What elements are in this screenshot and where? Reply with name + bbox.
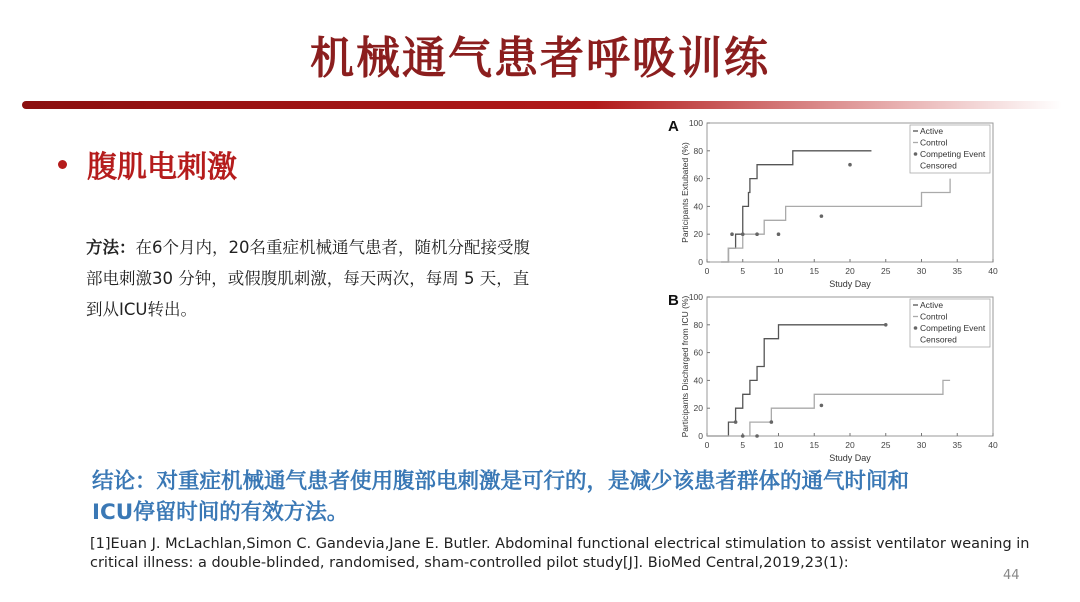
- x-tick-label: 40: [988, 440, 998, 450]
- x-axis-label: Study Day: [829, 453, 871, 463]
- y-axis-label: Participants Discharged from ICU (%): [680, 295, 690, 438]
- x-tick-label: 35: [952, 440, 962, 450]
- x-tick-label: 40: [988, 266, 998, 276]
- y-tick-label: 0: [698, 257, 703, 267]
- competing-event-marker: [730, 232, 734, 236]
- legend-label: Active: [920, 300, 944, 310]
- x-axis-label: Study Day: [829, 279, 871, 289]
- x-tick-label: 35: [952, 266, 962, 276]
- x-tick-label: 25: [881, 440, 891, 450]
- conclusion-text: 结论：对重症机械通气患者使用腹部电刺激是可行的，是减少该患者群体的通气时间和ICU停留时间的有效方法。: [92, 469, 910, 525]
- y-tick-label: 60: [693, 173, 703, 184]
- x-tick-label: 0: [704, 440, 710, 450]
- y-tick-label: 20: [693, 229, 703, 240]
- bullet-text: 腹肌电刺激: [87, 150, 237, 185]
- legend-swatch-competing-event: [914, 152, 918, 156]
- competing-event-marker: [741, 434, 745, 438]
- y-tick-label: 80: [693, 145, 703, 156]
- competing-event-marker: [770, 420, 774, 424]
- page-number: 44: [1003, 568, 1020, 583]
- legend-label: Censored: [920, 160, 957, 171]
- x-tick-label: 0: [704, 266, 710, 276]
- legend-label: Control: [920, 137, 948, 148]
- series-line-control: [707, 380, 950, 436]
- panel-label-b: B: [668, 292, 679, 309]
- x-tick-label: 15: [809, 266, 819, 276]
- x-tick-label: 5: [740, 266, 746, 276]
- competing-event-marker: [848, 163, 852, 167]
- legend-swatch-competing-event: [914, 326, 918, 330]
- series-line-active: [707, 325, 886, 436]
- x-tick-label: 5: [740, 440, 746, 450]
- y-tick-label: 60: [693, 347, 703, 358]
- competing-event-marker: [741, 232, 745, 236]
- method-text: 在6个月内，20名重症机械通气患者，随机分配接受腹部电刺激30 分钟，或假腹肌刺激，每天两次，每周 5 天，直到从ICU转出。: [86, 238, 530, 319]
- x-tick-label: 10: [773, 440, 784, 450]
- competing-event-marker: [755, 232, 759, 236]
- panel-label-a: A: [668, 118, 679, 135]
- competing-event-marker: [734, 420, 738, 424]
- reference-text: [1]Euan J. McLachlan,Simon C. Gandevia,Jane E. Butler. Abdominal functional electrical stimulation to assist ventilator weaning in critical illness: a double-blinded, randomised, sham-controlled pilot study[J]. BioMed Central,2019,23(1):: [90, 536, 1030, 571]
- legend-label: Active: [920, 126, 944, 136]
- y-tick-label: 40: [693, 201, 703, 212]
- y-tick-label: 100: [688, 118, 703, 128]
- y-tick-label: 20: [693, 403, 703, 414]
- x-tick-label: 15: [809, 440, 819, 450]
- y-tick-label: 40: [693, 375, 703, 386]
- legend-label: Competing Event: [920, 323, 986, 333]
- competing-event-marker: [777, 232, 781, 236]
- y-axis-label: Participants Extubated (%): [680, 142, 690, 243]
- legend-label: Control: [920, 311, 948, 322]
- competing-event-marker: [820, 404, 824, 408]
- legend-label: Competing Event: [920, 149, 986, 159]
- x-tick-label: 30: [916, 440, 927, 450]
- competing-event-marker: [884, 323, 888, 327]
- x-tick-label: 20: [845, 440, 855, 450]
- competing-event-marker: [820, 214, 824, 218]
- method-label: 方法：: [86, 238, 136, 257]
- y-tick-label: 80: [693, 319, 703, 330]
- y-tick-label: 0: [698, 431, 703, 441]
- slide-title: 机械通气患者呼吸训练: [310, 33, 770, 84]
- series-line-control: [721, 179, 950, 262]
- x-tick-label: 10: [773, 266, 784, 276]
- y-tick-label: 100: [688, 292, 703, 302]
- x-tick-label: 25: [881, 266, 891, 276]
- competing-event-marker: [755, 434, 759, 438]
- x-tick-label: 20: [845, 266, 855, 276]
- x-tick-label: 30: [916, 266, 927, 276]
- legend-label: Censored: [920, 334, 957, 345]
